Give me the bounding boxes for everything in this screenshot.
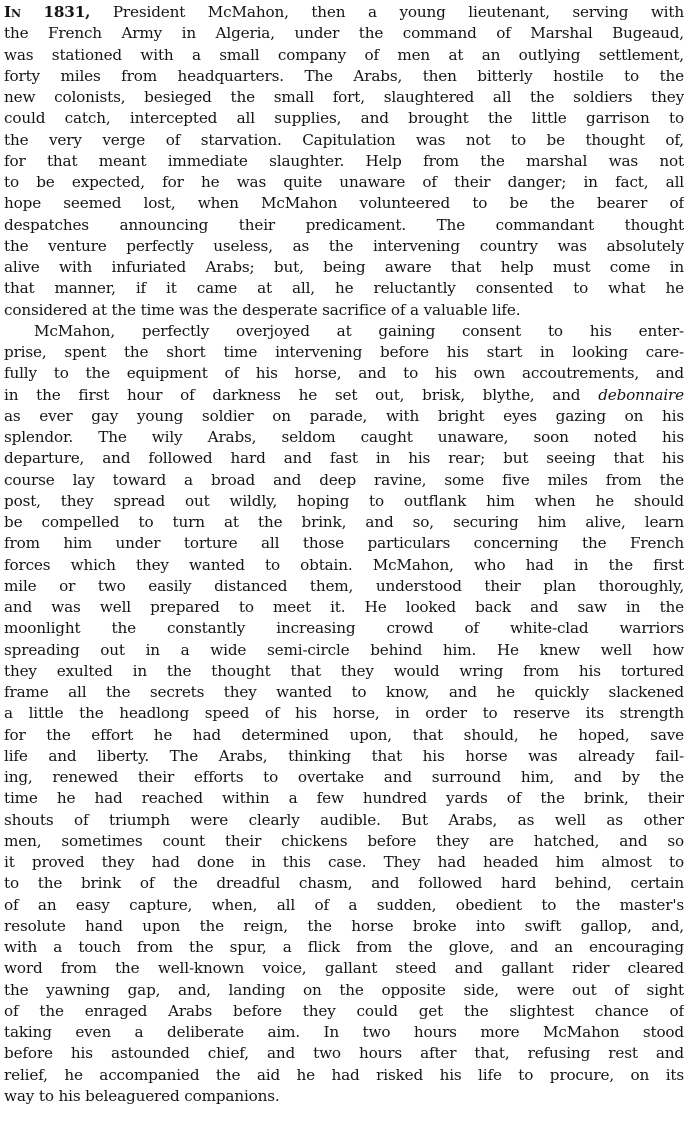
text-line: for the effort he had determined upon, that should, he hoped, save: [4, 725, 684, 744]
text-line: departure, and followed hard and fast in his rear; but seeing that his: [4, 449, 684, 468]
text-line: ing, renewed their efforts to overtake and surround him, and by the: [4, 768, 684, 786]
text-line: considered at the time was the desperate sacrifice of a valuable life.: [4, 300, 521, 319]
text-line: as ever gay young soldier on parade, with bright eyes gazing on his: [4, 406, 684, 425]
text-line: McMahon, perfectly overjoyed at gaining consent to his enter-: [34, 321, 684, 340]
text-line: a little the headlong speed of his horse, in order to reserve its strength: [4, 704, 684, 723]
text-line: from him under torture all those particulars concerning the French: [4, 534, 684, 553]
text-line: despatches announcing their predicament. The commandant thought: [4, 215, 684, 234]
text-line: the yawning gap, and, landing on the opposite side, were out of sight: [4, 980, 684, 999]
text-line: forces which they wanted to obtain. McMahon, who had in the first: [4, 555, 684, 574]
text-line: men, sometimes count their chickens before they are hatched, and so: [4, 831, 684, 850]
italic-word: debonnaire: [598, 385, 684, 404]
text-line: with a touch from the spur, a flick from the glove, and an encouraging: [4, 938, 684, 956]
paragraph-2: [4, 321, 684, 1107]
text-line: splendor. The wily Arabs, seldom caught unaware, soon noted his: [4, 428, 684, 446]
text-line: the French Army in Algeria, under the command of Marshal Bugeaud,: [4, 24, 684, 43]
text-line: way to his beleaguered companions.: [4, 1086, 280, 1105]
text-line: moonlight the constantly increasing crowd of white-clad warriors: [4, 619, 684, 638]
text-line: of an easy capture, when, all of a sudden, obedient to the master's: [4, 895, 684, 914]
text-line: spreading out in a wide semi-circle behind him. He knew well how: [4, 640, 684, 659]
text-line: the venture perfectly useless, as the intervening country was absolutely: [4, 236, 684, 255]
text-line: new colonists, besieged the small fort, slaughtered all the soldiers they: [4, 88, 684, 106]
text-line: that manner, if it came at all, he reluctantly consented to what he: [4, 279, 684, 298]
text-line: hope seemed lost, when McMahon volunteered to be the bearer of: [4, 194, 684, 213]
text-line: shouts of triumph were clearly audible. But Arabs, as well as other: [4, 810, 684, 829]
text-line: life and liberty. The Arabs, thinking that his horse was already fail-: [4, 746, 684, 765]
text-line: was stationed with a small company of men at an outlying settlement,: [4, 45, 684, 64]
text-line: be compelled to turn at the brink, and so, securing him alive, learn: [4, 513, 684, 531]
text-line: could catch, intercepted all supplies, and brought the little garrison to: [4, 109, 684, 128]
text-line: course lay toward a broad and deep ravine, some five miles from the: [4, 470, 684, 489]
text-line: the very verge of starvation. Capitulation was not to be thought of,: [4, 130, 684, 149]
text-line: of the enraged Arabs before they could get the slightest chance of: [4, 1001, 684, 1020]
text-line: relief, he accompanied the aid he had risked his life to procure, on its: [4, 1065, 684, 1084]
italic-line-prefix: in the first hour of darkness he set out, brisk, blythe, and: [4, 385, 581, 404]
text-line: taking even a deliberate aim. In two hours more McMahon stood: [4, 1023, 684, 1041]
text-line: prise, spent the short time intervening before his start in looking care-: [4, 343, 684, 361]
text-line: before his astounded chief, and two hours after that, refusing rest and: [4, 1044, 684, 1063]
text-line: post, they spread out wildly, hoping to outflank him when he should: [4, 491, 684, 510]
text-line: alive with infuriated Arabs; but, being aware that help must come in: [4, 258, 684, 276]
text-line: resolute hand upon the reign, the horse broke into swift gallop, and,: [4, 916, 684, 935]
text-line: for that meant immediate slaughter. Help from the marshal was not: [4, 151, 684, 170]
text-line: time he had reached within a few hundred yards of the brink, their: [4, 789, 684, 808]
text-line: to be expected, for he was quite unaware of their danger; in fact, all: [4, 173, 684, 191]
text-line: mile or two easily distanced them, understood their plan thoroughly,: [4, 576, 684, 595]
paragraph-1: [4, 2, 684, 321]
first-line-text: President McMahon, then a young lieutenant, serving with: [112, 3, 684, 21]
paragraph-1-line-1: [4, 2, 684, 23]
text-line: frame all the secrets they wanted to know, and he quickly slackened: [4, 683, 684, 701]
text-line: and was well prepared to meet it. He looked back and saw in the: [4, 598, 684, 616]
drop-cap: In: [4, 3, 21, 21]
text-line: word from the well-known voice, gallant steed and gallant rider cleared: [4, 959, 684, 978]
text-line: fully to the equipment of his horse, and to his own accoutrements, and: [4, 364, 684, 383]
italic-line: [4, 385, 684, 406]
text-line: to the brink of the dreadful chasm, and followed hard behind, certain: [4, 874, 684, 893]
text-line: it proved they had done in this case. They had headed him almost to: [4, 853, 684, 871]
article-text: [4, 2, 684, 1107]
lead-year: 1831,: [43, 3, 91, 21]
text-line: they exulted in the thought that they would wring from his tortured: [4, 661, 684, 680]
text-line: forty miles from headquarters. The Arabs, then bitterly hostile to the: [4, 66, 684, 85]
